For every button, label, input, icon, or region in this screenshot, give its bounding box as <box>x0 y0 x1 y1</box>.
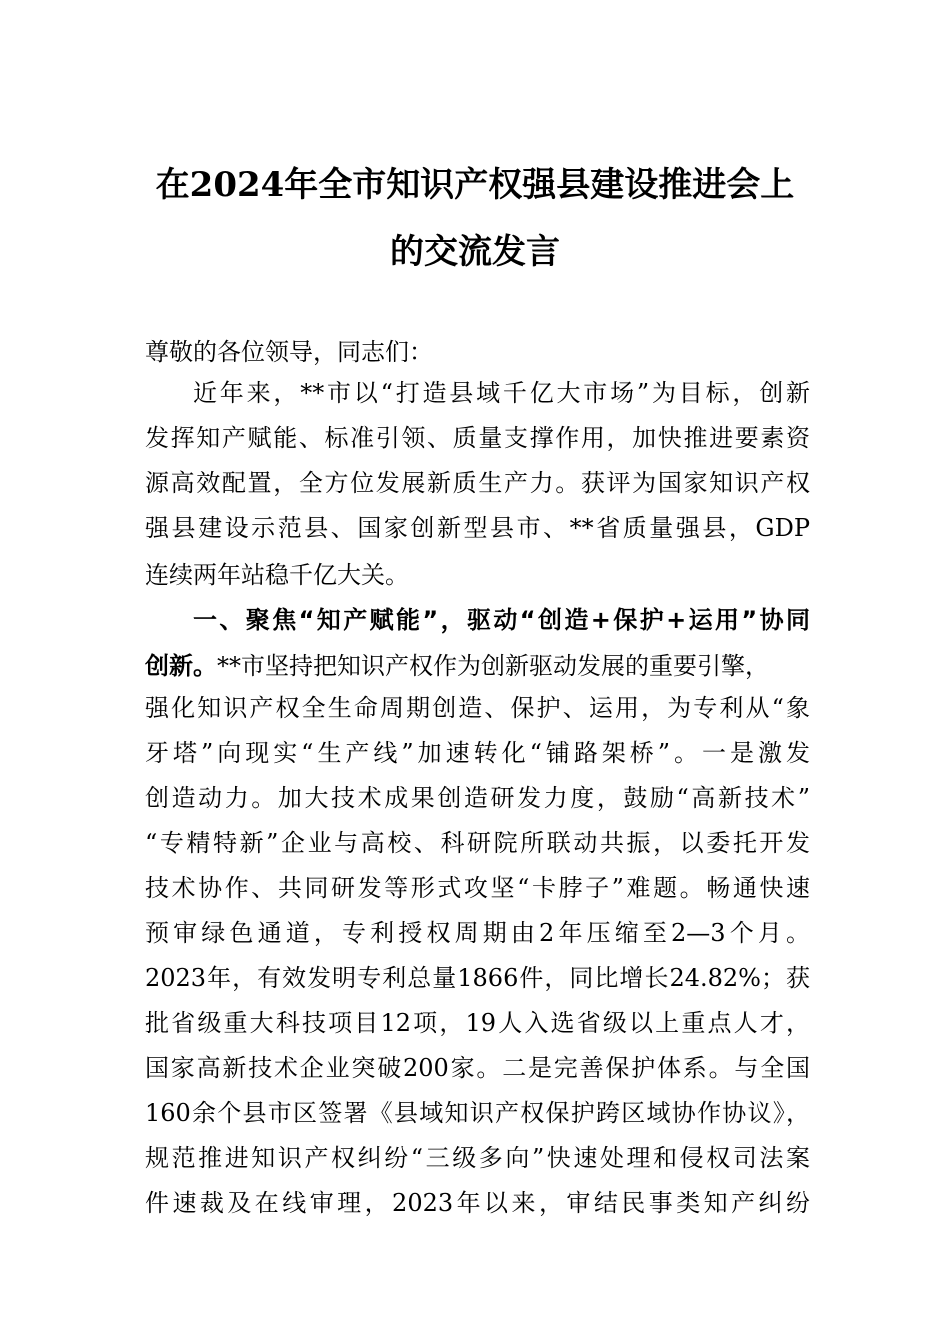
paragraph-line: “专精特新”企业与高校、科研院所联动共振，以委托开发 <box>145 829 810 857</box>
document-title-line-1: 在2024年全市知识产权强县建设推进会上 <box>155 165 795 205</box>
paragraph-text: **市坚持把知识产权作为创新驱动发展的重要引擎， <box>217 652 769 680</box>
paragraph-line: 2023年，有效发明专利总量1866件，同比增长24.82%；获 <box>145 964 810 992</box>
paragraph-line: 强县建设示范县、国家创新型县市、**省质量强县，GDP <box>145 514 810 542</box>
section-heading-end: 创新。 <box>145 652 217 680</box>
paragraph-line: 创造动力。加大技术成果创造研发力度，鼓励“高新技术” <box>145 784 810 812</box>
paragraph-line: 源高效配置，全方位发展新质生产力。获评为国家知识产权 <box>145 469 810 497</box>
paragraph-line: 技术协作、共同研发等形式攻坚“卡脖子”难题。畅通快速 <box>145 874 810 902</box>
paragraph-line: 发挥知产赋能、标准引领、质量支撑作用，加快推进要素资 <box>145 424 810 452</box>
paragraph-line: 强化知识产权全生命周期创造、保护、运用，为专利从“象 <box>145 694 810 722</box>
paragraph-line <box>145 651 810 681</box>
paragraph-line: 连续两年站稳千亿大关。 <box>145 561 409 589</box>
section-heading: 一、聚焦“知产赋能”，驱动“创造+保护+运用”协同 <box>193 606 810 634</box>
paragraph-line: 国家高新技术企业突破200家。二是完善保护体系。与全国 <box>145 1054 810 1082</box>
paragraph-line: 牙塔”向现实“生产线”加速转化“铺路架桥”。一是激发 <box>145 739 810 767</box>
document-title-line-2: 的交流发言 <box>390 232 560 272</box>
paragraph-line: 160余个县市区签署《县域知识产权保护跨区域协作协议》， <box>145 1099 810 1127</box>
paragraph-line: 近年来，**市以“打造县域千亿大市场”为目标，创新 <box>193 379 810 407</box>
section-heading-line <box>193 605 810 635</box>
paragraph-line: 预审绿色通道，专利授权周期由2年压缩至2—3个月。 <box>145 919 810 947</box>
paragraph-line: 件速裁及在线审理，2023年以来，审结民事类知产纠纷 <box>145 1189 810 1217</box>
paragraph-line: 规范推进知识产权纠纷“三级多向”快速处理和侵权司法案 <box>145 1144 810 1172</box>
paragraph-line: 批省级重大科技项目12项，19人入选省级以上重点人才， <box>145 1009 810 1037</box>
salutation: 尊敬的各位领导，同志们： <box>145 338 433 366</box>
